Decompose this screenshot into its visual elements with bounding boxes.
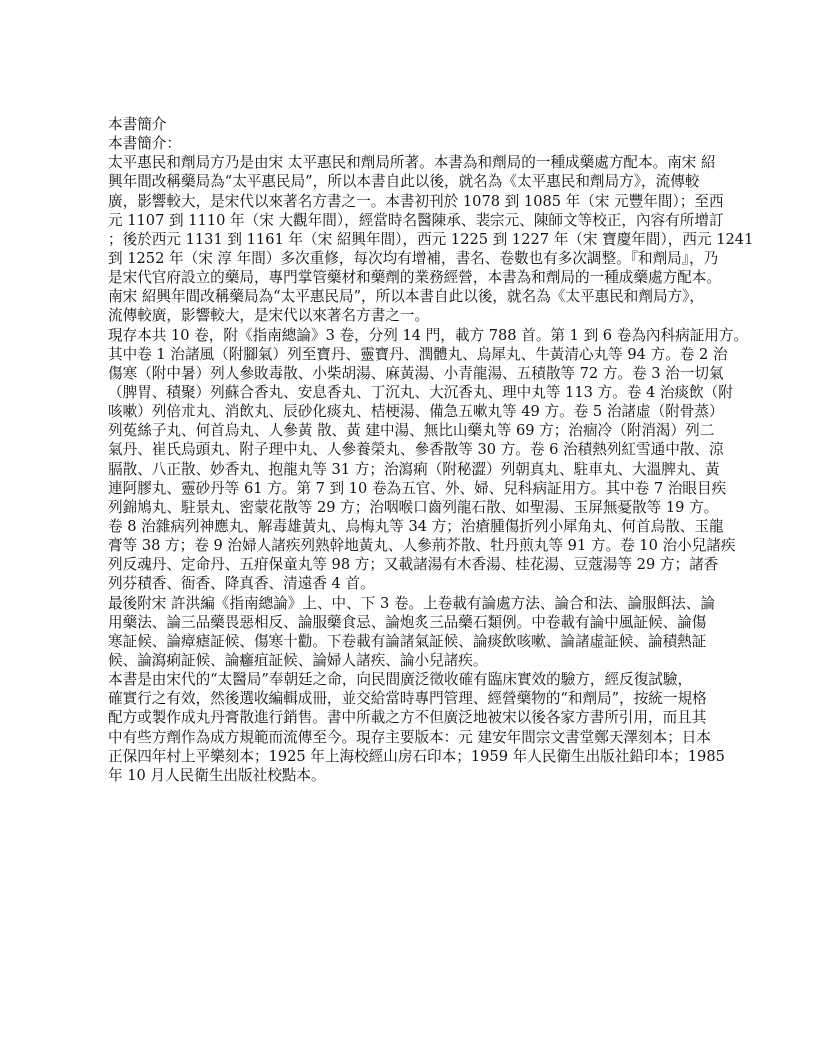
text-line: 是宋代官府設立的藥局，專門掌管藥材和藥劑的業務經營，本書為和劑局的一種成藥處方配本。 (108, 269, 721, 287)
text-line: 本書是由宋代的“太醫局”奉朝廷之命，向民間廣泛徵收確有臨床實效的驗方，經反復試驗， (108, 671, 693, 689)
text-line: 南宋 紹興年間改稱藥局為“太平惠民局”，所以本書自此以後，就名為《太平惠民和劑局方》， (108, 288, 705, 306)
text-line: 元 1107 到 1110 年（宋 大觀年間），經當時名醫陳承、裴宗元、陳師文等校正，內容有所增訂 (108, 211, 724, 229)
text-line: 流傳較廣，影響較大，是宋代以來著名方書之一。 (108, 307, 430, 325)
text-line: 膏等 38 方；卷 9 治婦人諸疾列熟幹地黃丸、人參荊芥散、牡丹煎丸等 91 方。卷 10 治小兒諸疾 (108, 537, 736, 555)
text-line: 最後附宋 許洪編《指南總論》上、中、下 3 卷。上卷載有論處方法、論合和法、論服餌法、論 (108, 594, 715, 612)
document-paragraphs (108, 134, 754, 785)
text-line: 連阿膠丸、靈砂丹等 61 方。第 7 到 10 卷為五官、外、婦、兒科病証用方。其中卷 7 治眼目疾 (108, 479, 727, 497)
paragraph (108, 670, 728, 785)
text-line: 候、論瀉痢証候、論癰疽証候、論婦人諸疾、論小兒諸疾。 (108, 651, 488, 669)
text-line: 氣丹、崔氏烏頭丸、附子理中丸、人參養榮丸、參香散等 30 方。卷 6 治積熱列紅雪通中散、涼 (108, 441, 724, 459)
text-line: ；後於西元 1131 到 1161 年（宋 紹興年間），西元 1225 到 1227 年（宋 寶慶年間），西元 1241 (108, 230, 754, 248)
text-line: 列錦鳩丸、駐景丸、密蒙花散等 29 方；治咽喉口齒列龍石散、如聖湯、玉屏無憂散等 19 方。 (108, 498, 719, 516)
paragraph (108, 153, 754, 325)
document-body (108, 115, 754, 785)
text-line: 其中卷 1 治諸風（附腳氣）列至寶丹、靈寶丹、潤體丸、烏犀丸、牛黃清心丸等 94 方。卷 2 治 (108, 345, 728, 363)
text-line: 膈散、八正散、妙香丸、抱龍丸等 31 方；治瀉痢（附秘澀）列朝真丸、駐車丸、大溫脾丸、黃 (108, 460, 720, 478)
text-line: 傷寒（附中暑）列人參敗毒散、小柴胡湯、麻黃湯、小青龍湯、五積散等 72 方。卷 3 治一切氣 (108, 364, 724, 382)
text-line: （脾胃、積聚）列蘇合香丸、安息香丸、丁沉丸、大沉香丸、理中丸等 113 方。卷 4 治痰飲（附 (108, 383, 733, 401)
text-line: 咳嗽）列倍朮丸、消飲丸、辰砂化痰丸、桔梗湯、備急五嗽丸等 49 方。卷 5 治諸虛（附骨蒸） (108, 403, 724, 421)
text-line: 卷 8 治雜病列神應丸、解毒雄黃丸、烏梅丸等 34 方；治瘡腫傷折列小犀角丸、何首烏散、玉龍 (108, 517, 724, 535)
text-line: 正保四年村上平樂刻本；1925 年上海校經山房石印本；1959 年人民衛生出版社鉛印本；1985 (108, 747, 725, 765)
text-line: 列反魂丹、定命丹、五疳保童丸等 98 方；又載諸湯有木香湯、桂花湯、豆蔻湯等 29 方；諸香 (108, 556, 719, 574)
text-line: 本書簡介： (108, 135, 181, 153)
paragraph (108, 594, 728, 671)
text-line: 配方或製作成丸丹膏散進行銷售。書中所載之方不但廣泛地被宋以後各家方書所引用，而且其 (108, 709, 707, 727)
text-line: 寒証候、論瘴瘧証候、傷寒十勸。下卷載有論諸氣証候、論痰飲咳嗽、論諸虛証候、論積熱証 (108, 632, 707, 650)
text-line: 廣，影響較大，是宋代以來著名方書之一。本書初刊於 1078 到 1085 年（宋 元豐年間）；至西 (108, 192, 724, 210)
text-line: 列菟絲子丸、何首烏丸、人參黃 散、黃 建中湯、無比山藥丸等 69 方；治痼冷（附消渴）列二 (108, 422, 715, 440)
text-line: 確實行之有效，然後選收編輯成冊，並交給當時專門管理、經營藥物的“和劑局”，按統一規格 (108, 690, 707, 708)
document-title: 本書簡介 (108, 116, 167, 133)
text-line: 用藥法、論三品藥畏惡相反、論服藥食忌、論炮炙三品藥石類例。中卷載有論中風証候、論傷 (108, 613, 707, 631)
paragraph (108, 134, 728, 153)
text-line: 列芬積香、衙香、降真香、清遠香 4 首。 (108, 575, 375, 593)
text-line: 太平惠民和劑局方乃是由宋 太平惠民和劑局所著。本書為和劑局的一種成藥處方配本。南宋 紹 (108, 154, 716, 172)
text-line: 年 10 月人民衛生出版社校點本。 (108, 766, 326, 784)
text-line: 現存本共 10 卷，附《指南總論》3 卷，分列 14 門，載方 788 首。第 1 到 6 卷為內科病証用方。 (108, 326, 749, 344)
text-line: 興年間改稱藥局為“太平惠民局”，所以本書自此以後，就名為《太平惠民和劑局方》，流傳較 (108, 173, 700, 191)
paragraph (108, 326, 749, 594)
text-line: 中有些方劑作為成方規範而流傳至今。現存主要版本：元 建安年間宗文書堂鄭天澤刻本；日本 (108, 728, 711, 746)
text-line: 到 1252 年（宋 淳 年間）多次重修，每次均有增補，書名、卷數也有多次調整。『和劑局』，乃 (108, 249, 719, 267)
